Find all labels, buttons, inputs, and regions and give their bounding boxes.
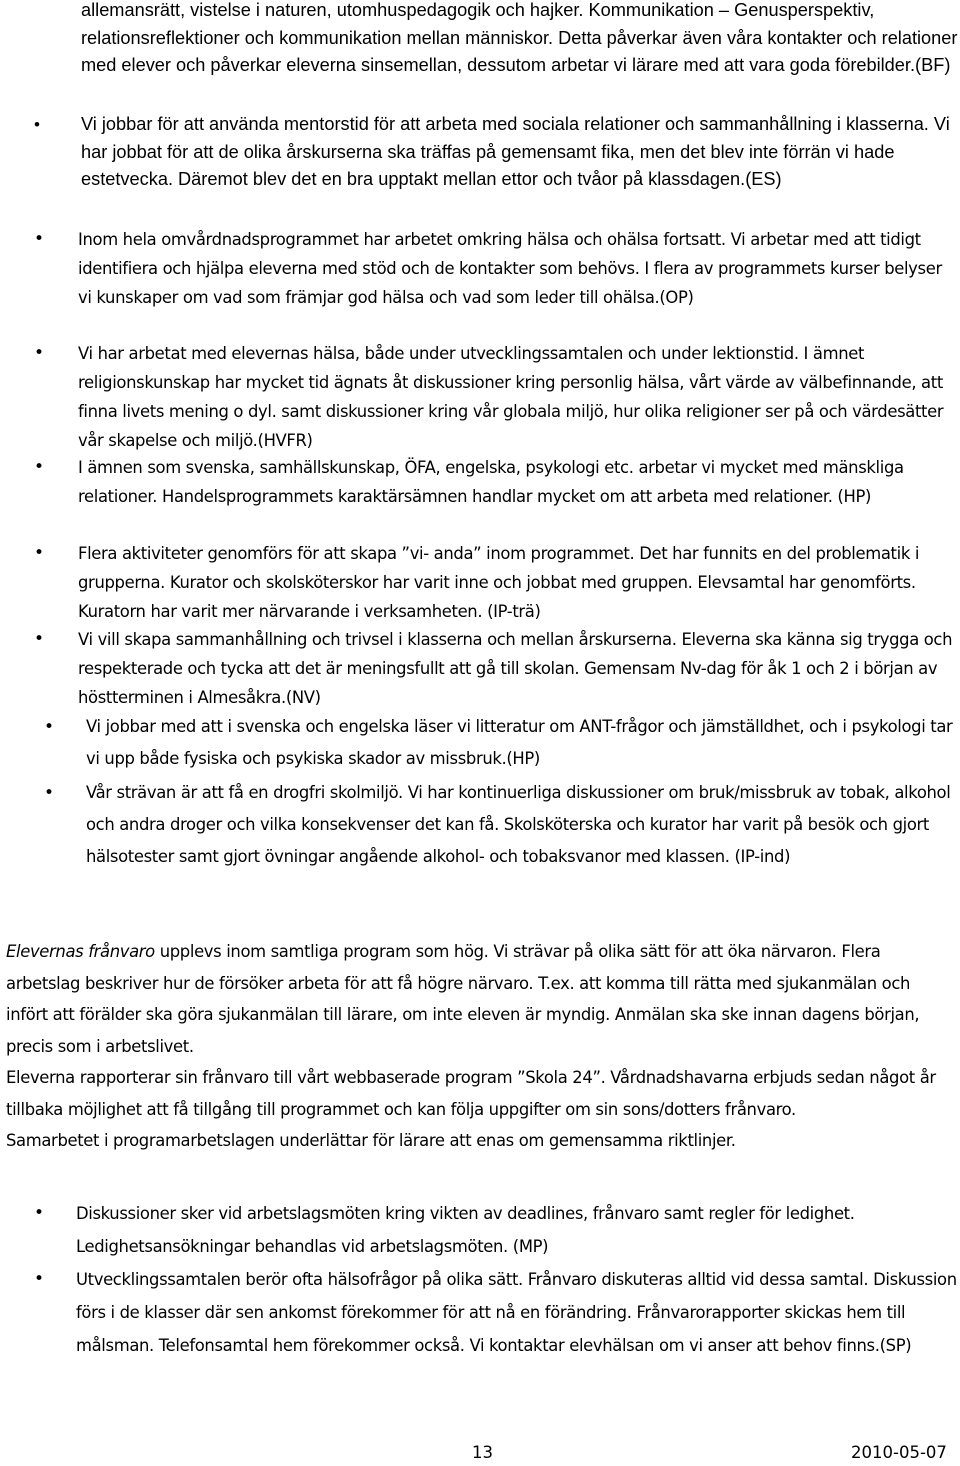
absence-paragraph bbox=[0, 936, 960, 1062]
bullet-icon: • bbox=[34, 543, 44, 563]
list-item-text: Vi vill skapa sammanhållning och trivsel i klasserna och mellan årskurserna. Eleverna ska känna sig trygga och respekterade och tycka att det är meningsfullt att gå till skolan. Gemensam Nv-dag för åk 1 och 2 i början av höstterminen i Almesåkra.(NV) bbox=[78, 630, 953, 707]
footer-date: 2010-05-07 bbox=[851, 1443, 947, 1462]
list-item-text: Vi jobbar för att använda mentorstid för att arbeta med sociala relationer och sammanhållning i klasserna. Vi har jobbat för att de olika årskurserna ska träffas på gemensamt fika, men det blev inte förrän vi hade estetvecka. Däremot blev det en bra upptakt mellan ettor och tvåor på klassdagen.(ES) bbox=[81, 114, 950, 190]
bullet-icon: • bbox=[34, 343, 44, 363]
list-item bbox=[34, 1197, 960, 1263]
list-item bbox=[34, 111, 958, 194]
list-item-text: Inom hela omvårdnadsprogrammet har arbetet omkring hälsa och ohälsa fortsatt. Vi arbetar med att tidigt identifiera och hjälpa eleverna med stöd och de kontakter som behövs. I flera av programmets kurser belyser vi kunskaper om vad som främjar god hälsa och vad som leder till ohälsa.(OP) bbox=[78, 230, 942, 307]
bullet-icon: • bbox=[34, 629, 44, 649]
list-item bbox=[34, 625, 960, 712]
list-item bbox=[34, 225, 960, 312]
bullet-icon: • bbox=[34, 457, 44, 477]
list-item bbox=[34, 539, 960, 626]
absence-paragraph-text: upplevs inom samtliga program som hög. Vi strävar på olika sätt för att öka närvaron. Flera arbetslag beskriver hur de försöker arbeta för att få högre närvaro. T.ex. att komma till rätta med sjukanmälan och infört att förälder ska göra sjukanmälan till lärare, om inte eleven är myndig. Anmälan ska ske innan dagens början, precis som i arbetslivet. bbox=[6, 942, 920, 1056]
list-item-text: Flera aktiviteter genomförs för att skapa ”vi- anda” inom programmet. Det har funnits en del problematik i grupperna. Kurator och skolsköterskor har varit inne och jobbat med gruppen. Elevsamtal har genomförts. Kuratorn har varit mer närvarande i verksamheten. (IP-trä) bbox=[78, 544, 920, 621]
list-item bbox=[44, 777, 960, 873]
list-item-text: Vi har arbetat med elevernas hälsa, både under utvecklingssamtalen och under lektionstid. I ämnet religionskunskap har mycket tid ägnats åt diskussioner kring personlig hälsa, vårt värde av välbefinnande, att finna livets mening o dyl. samt diskussioner kring vår globala miljö, hur olika religioner ser på och värdesätter vår skapelse och miljö.(HVFR) bbox=[78, 344, 944, 450]
list-item-text: Diskussioner sker vid arbetslagsmöten kring vikten av deadlines, frånvaro samt regler för ledighet. Ledighetsansökningar behandlas vid arbetslagsmöten. (MP) bbox=[76, 1204, 855, 1256]
bullet-icon: • bbox=[44, 783, 54, 803]
list-item bbox=[34, 339, 960, 455]
bullet-icon: • bbox=[34, 115, 40, 134]
continuation-paragraph: allemansrätt, vistelse i naturen, utomhuspedagogik och hajker. Kommunikation – Genusperspektiv, relationsreflektioner och kommunikation mellan människor. Detta påverkar även våra kontakter och relationer med elever och påverkar eleverna sinsemellan, dessutom arbetar vi lärare med att vara goda förebilder.(BF) bbox=[81, 0, 958, 76]
bullet-icon: • bbox=[34, 1203, 44, 1223]
absence-heading: Elevernas frånvaro bbox=[6, 942, 155, 961]
skola24-paragraph: Eleverna rapporterar sin frånvaro till vårt webbaserade program ”Skola 24”. Vårdnadshavarna erbjuds sedan något år tillbaka möjlighet att få tillgång till programmet och kan följa uppgifter om sin sons/dotters frånvaro. bbox=[6, 1068, 936, 1119]
page-number: 13 bbox=[472, 1443, 493, 1462]
bullet-icon: • bbox=[34, 229, 44, 249]
bullet-icon: • bbox=[34, 1269, 44, 1289]
list-item bbox=[44, 711, 960, 775]
cooperation-paragraph: Samarbetet i programarbetslagen underlättar för lärare att enas om gemensamma riktlinjer. bbox=[6, 1131, 736, 1150]
list-item-text: I ämnen som svenska, samhällskunskap, ÖFA, engelska, psykologi etc. arbetar vi mycket med mänskliga relationer. Handelsprogrammets karaktärsämnen handlar mycket om att arbeta med relationer. (HP) bbox=[78, 458, 904, 506]
list-item bbox=[34, 1263, 960, 1362]
list-item-text: Vår strävan är att få en drogfri skolmiljö. Vi har kontinuerliga diskussioner om bruk/missbruk av tobak, alkohol och andra droger och vilka konsekvenser det kan få. Skolsköterska och kurator har varit på besök och gjort hälsotester samt gjort övningar angående alkohol- och tobaksvanor med klassen. (IP-ind) bbox=[86, 783, 951, 866]
absence-section bbox=[0, 936, 960, 1157]
list-item-text: Utvecklingssamtalen berör ofta hälsofrågor på olika sätt. Frånvaro diskuteras alltid vid dessa samtal. Diskussion förs i de klasser där sen ankomst förekommer för att nå en förändring. Frånvarorapporter skickas hem till målsman. Telefonsamtal hem förekommer också. Vi kontaktar elevhälsan om vi anser att behov finns.(SP) bbox=[76, 1270, 957, 1355]
list-item bbox=[34, 453, 960, 511]
list-item-text: Vi jobbar med att i svenska och engelska läser vi litteratur om ANT-frågor och jämställdhet, och i psykologi tar vi upp både fysiska och psykiska skador av missbruk.(HP) bbox=[86, 717, 953, 768]
bullet-icon: • bbox=[44, 717, 54, 737]
